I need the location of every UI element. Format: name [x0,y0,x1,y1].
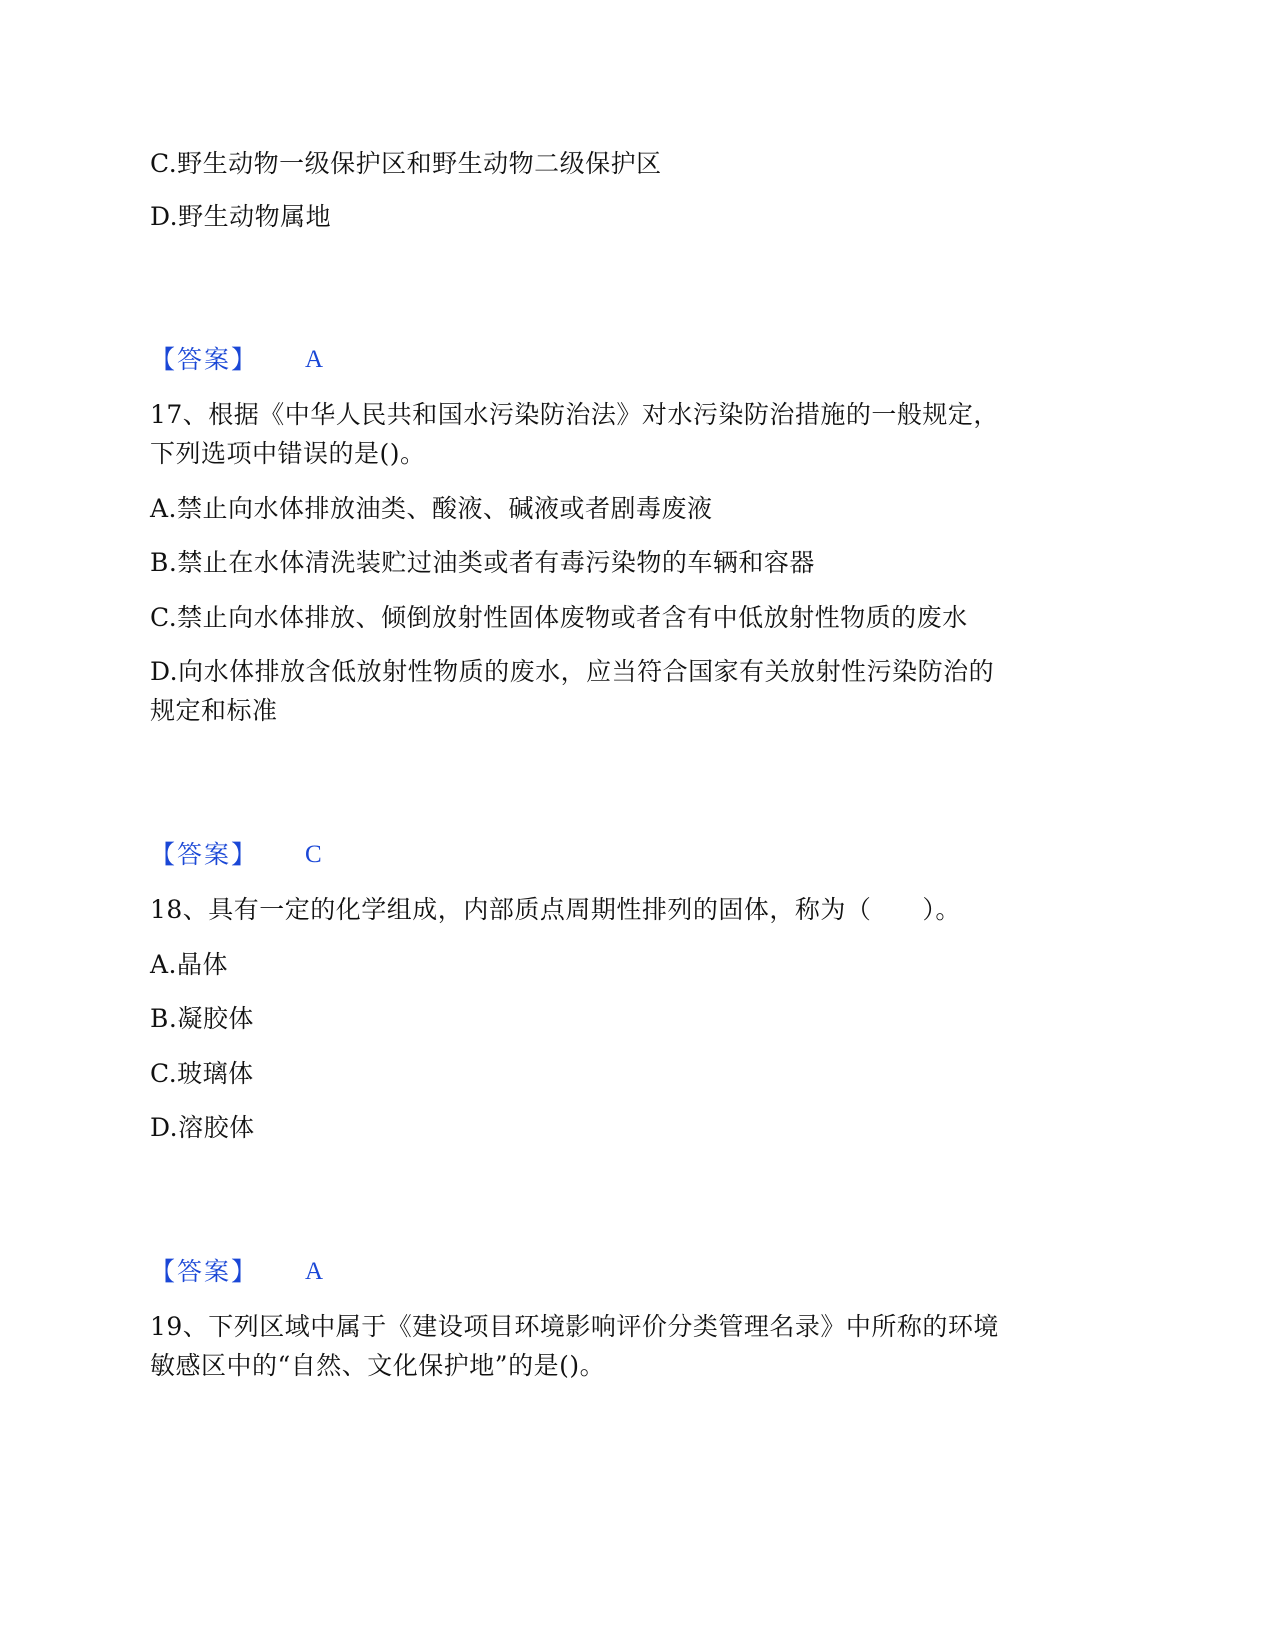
q17-stem-line2: 下列选项中错误的是()。 [150,439,426,468]
q18-option-d: D.溶胶体 [150,1113,255,1142]
q17-stem-line1: 17、根据《中华人民共和国水污染防治法》对水污染防治措施的一般规定， [150,400,999,429]
answer-value: A [305,346,324,373]
q17-option-a: A.禁止向水体排放油类、酸液、碱液或者剧毒废液 [150,494,713,523]
q18-option-a: A.晶体 [150,950,229,979]
q17-option-d-line1: D.向水体排放含低放射性物质的废水，应当符合国家有关放射性污染防治的 [150,657,995,686]
q18-stem: 18、具有一定的化学组成，内部质点周期性排列的固体，称为（ ）。 [150,895,961,924]
q17-option-b: B.禁止在水体清洗装贮过油类或者有毒污染物的车辆和容器 [150,548,815,577]
answer-label: 【答案】 [150,345,259,374]
q16-answer [150,343,550,377]
q17-option-c: C.禁止向水体排放、倾倒放射性固体废物或者含有中低放射性物质的废水 [150,603,968,632]
q16-option-c: C.野生动物一级保护区和野生动物二级保护区 [150,149,662,178]
q18-answer [150,1255,550,1289]
answer-value: C [305,841,322,868]
q17-answer [150,838,550,872]
q18-option-b: B.凝胶体 [150,1004,254,1033]
q19-stem-line1: 19、下列区域中属于《建设项目环境影响评价分类管理名录》中所称的环境 [150,1312,999,1341]
answer-label: 【答案】 [150,840,259,869]
q16-option-d: D.野生动物属地 [150,202,332,231]
q17-option-d-line2: 规定和标准 [150,696,278,725]
answer-label: 【答案】 [150,1257,259,1286]
q18-option-c: C.玻璃体 [150,1059,254,1088]
q19-stem-line2: 敏感区中的“自然、文化保护地”的是()。 [150,1351,606,1380]
answer-value: A [305,1258,324,1285]
